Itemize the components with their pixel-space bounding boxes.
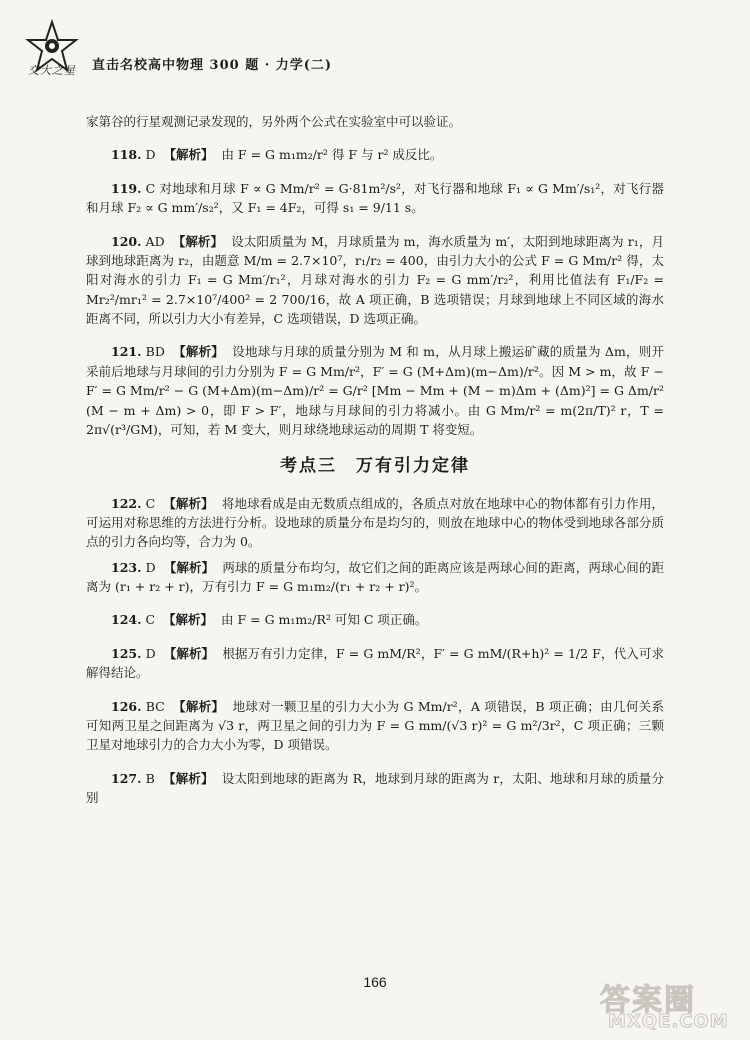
paragraph-text: 两球的质量分布均匀，故它们之间的距离应该是两球心间的距离，两球心间的距离为 (r₁ + r₂ + r)，万有引力 F = G m₁m₂/(r₁ + r₂ + r)²。 [86, 559, 664, 595]
paragraph-text: 由 F = G m₁m₂/R² 可知 C 项正确。 [221, 612, 428, 628]
analysis-tag: 【解析】 [163, 612, 214, 628]
answer-choice: D [145, 147, 156, 163]
question-number: 125. [111, 645, 142, 661]
answer-120 [86, 232, 664, 329]
answer-118 [86, 145, 664, 164]
watermark-line1: 答案圈 [600, 983, 696, 1018]
answer-choice: BD [145, 344, 165, 360]
answer-126 [86, 697, 664, 755]
analysis-tag: 【解析】 [173, 698, 225, 714]
answer-choice: C [145, 495, 156, 511]
answer-content [86, 112, 664, 821]
question-number: 123. [111, 559, 142, 575]
analysis-tag: 【解析】 [162, 770, 214, 786]
answer-124 [86, 610, 664, 629]
analysis-tag: 【解析】 [163, 645, 215, 661]
paragraph-text: 设太阳质量为 M，月球质量为 m，海水质量为 m′，太阳到地球距离为 r₁，月球到地球距离为 r₂，由题意 M/m = 2.7×10⁷，r₁/r₂ = 400，由引力大小的公式 F = G Mm/r² 得，太阳对海水的引力 F₁ = G Mm′/r₁²，月球对海水的引力 F₂ = G mm′/r₂²，利用比值法有 F₁/F₂ = Mr₂²/mr₁² = 2.7×10⁷/400² = 2 700/16，故 A 项正确，B 选项错误；月球到地球上不同区域的海水距离不同，所以引力大小有差异，C 选项错误，D 选项正确。 [86, 233, 664, 326]
answer-choice: AD [145, 233, 165, 249]
paragraph-text: 家第谷的行星观测记录发现的，另外两个公式在实验室中可以验证。 [86, 114, 462, 129]
answer-123 [86, 558, 664, 597]
page-number: 166 [363, 974, 387, 990]
watermark [600, 975, 740, 1035]
analysis-tag: 【解析】 [173, 344, 225, 360]
analysis-tag: 【解析】 [163, 147, 214, 163]
paragraph-continuation [86, 112, 664, 131]
answer-choice: D [145, 645, 156, 661]
series-title: 直击名校高中物理 300 题 · 力学(二) [92, 58, 333, 73]
question-number: 124. [111, 612, 142, 628]
question-number: 122. [111, 495, 142, 511]
answer-choice: BC [145, 698, 165, 714]
question-number: 121. [111, 344, 142, 360]
answer-125 [86, 644, 664, 683]
answer-119 [86, 179, 664, 218]
page-header [20, 18, 720, 78]
question-number: 120. [111, 233, 142, 249]
paragraph-text: 地球对一颗卫星的引力大小为 G Mm/r²，A 项错误，B 项正确；由几何关系可知两卫星之间距离为 √3 r，两卫星之间的引力为 F = G mm/(√3 r)² = G m²/3r²，C 项正确；三颗卫星对地球引力的合力大小为零，D 项错误。 [86, 698, 664, 753]
question-number: 118. [111, 147, 142, 163]
answer-choice: C [145, 612, 156, 628]
answer-choice: C [145, 180, 156, 196]
paragraph-text: 设地球与月球的质量分别为 M 和 m，从月球上搬运矿藏的质量为 Δm，则开采前后地球与月球间的引力分别为 F = G Mm/r²，F′ = G (M+Δm)(m−Δm)/r²。因 M > m，故 F − F′ = G Mm/r² − G (M+Δm)(m−Δm)/r² = G/r² [Mm − Mm + (M − m)Δm + (Δm)²] = G Δm/r² (M − m + Δm) > 0，即 F > F′，地球与月球间的引力将减小。由 G Mm/r² = m(2π/T)² r，T = 2π√(r³/GM)，可知，若 M 变大，则月球绕地球运动的周期 T 将变短。 [86, 344, 664, 437]
question-number: 127. [111, 770, 142, 786]
paragraph-text: 由 F = G m₁m₂/r² 得 F 与 r² 成反比。 [221, 147, 443, 163]
paragraph-text: 将地球看成是由无数质点组成的，各质点对放在地球中心的物体都有引力作用，可运用对称思维的方法进行分析。设地球的质量分布是均匀的，则放在地球中心的物体受到地球各部分质点的引力各向均等，合力为 0。 [86, 495, 664, 550]
section-title: 考点三 万有引力定律 [280, 456, 470, 477]
analysis-tag: 【解析】 [172, 233, 224, 249]
answer-choice: D [145, 559, 156, 575]
question-number: 119. [111, 180, 142, 196]
answer-121 [86, 342, 664, 439]
analysis-tag: 【解析】 [163, 559, 215, 575]
analysis-tag: 【解析】 [163, 495, 214, 511]
logo-text: 交大之星 [28, 64, 76, 77]
answer-122 [86, 494, 664, 552]
paragraph-text: 对地球和月球 F ∝ G Mm/r² = G·81m²/s²，对飞行器和地球 F₁ ∝ G Mm′/s₁²，对飞行器和月球 F₂ ∝ G mm′/s₂²，又 F₁ = 4F₂，可得 s₁ = 9/11 s。 [86, 180, 664, 216]
question-number: 126. [111, 698, 142, 714]
paragraph-text: 根据万有引力定律，F = G mM/R²，F′ = G mM/(R+h)² = 1/2 F，代入可求解得结论。 [86, 645, 664, 681]
paragraph-text: 设太阳到地球的距离为 R，地球到月球的距离为 r，太阳、地球和月球的质量分别 [86, 770, 664, 806]
watermark-line2: MXQE.COM [608, 1011, 729, 1032]
answer-127 [86, 769, 664, 808]
answer-choice: B [145, 770, 155, 786]
